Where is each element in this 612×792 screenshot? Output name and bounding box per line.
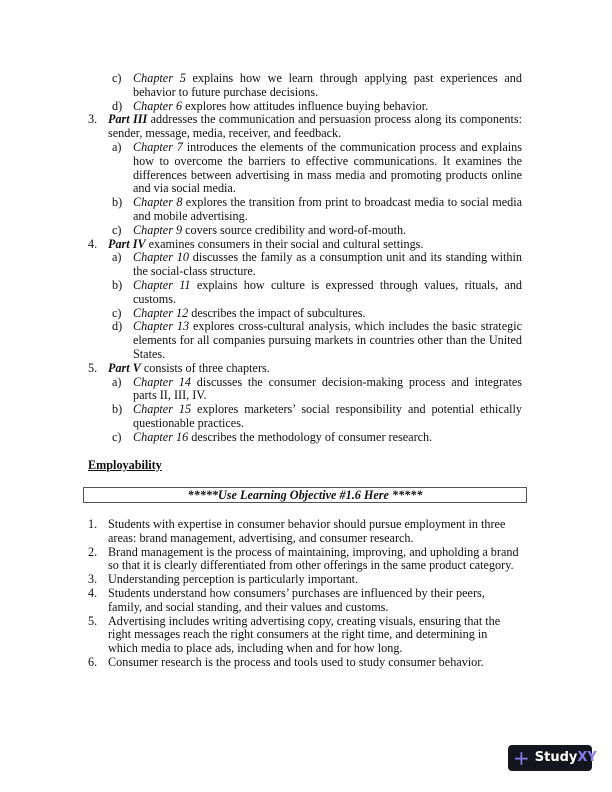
chapter-desc: describes the impact of subcultures. (188, 305, 366, 320)
list-item (88, 546, 520, 574)
part-item (88, 362, 522, 376)
chapter-name: Chapter 11 (133, 277, 191, 292)
part-name: Part V (108, 360, 141, 375)
section-heading-employability: Employability (88, 458, 162, 472)
chapter-name: Chapter 16 (133, 429, 189, 444)
course-outline (88, 72, 522, 445)
chapter-name: Chapter 15 (133, 402, 192, 417)
list-item (88, 587, 520, 615)
item-number: 1. (88, 517, 98, 531)
chapter-item (88, 196, 522, 224)
list-item (88, 573, 520, 587)
list-item (88, 615, 520, 656)
item-number: 5. (88, 360, 98, 375)
chapter-desc: explores marketers’ social responsibility and potential ethically questionable practices. (133, 402, 522, 430)
chapter-name: Chapter 6 (133, 98, 183, 113)
chapter-desc: explains how culture is expressed through values, rituals, and customs. (133, 277, 523, 306)
item-number: 4. (88, 236, 98, 251)
part-item (88, 238, 522, 252)
item-letter: d) (112, 98, 123, 113)
learning-objective-banner: *****Use Learning Objective #1.6 Here ***** (83, 487, 527, 503)
item-letter: c) (112, 71, 122, 85)
item-letter: a) (112, 374, 122, 389)
item-letter: b) (112, 195, 123, 210)
chapter-name: Chapter 5 (133, 71, 186, 85)
chapter-name: Chapter 7 (133, 139, 183, 154)
item-text: Consumer research is the process and tools used to study consumer behavior. (108, 654, 484, 669)
chapter-desc: discusses the consumer decision-making process and integrates parts II, III, IV. (133, 374, 523, 403)
chapter-item (88, 224, 522, 238)
brand-text-xy: XY (577, 750, 597, 766)
chapter-item (88, 431, 522, 445)
item-letter: c) (112, 429, 122, 444)
chapter-name: Chapter 12 (133, 305, 189, 320)
chapter-desc: discusses the family as a consumption unit and its standing within the social-class structure. (133, 250, 522, 279)
chapter-item (88, 279, 522, 307)
chapter-name: Chapter 14 (133, 374, 191, 389)
chapter-item (88, 100, 522, 114)
item-letter: d) (112, 319, 123, 334)
plus-icon: + (513, 746, 530, 770)
item-number: 4. (88, 585, 98, 600)
item-text: Advertising includes writing advertising copy, creating visuals, ensuring that the right messages reach the right consumers at the right time, and determining in which media to place ads, including when and for how long. (108, 613, 501, 656)
studyxy-badge[interactable] (508, 745, 597, 771)
chapter-item (88, 403, 522, 431)
brand-text-study: Study (534, 750, 578, 766)
list-item (88, 656, 520, 670)
chapter-item (88, 251, 522, 279)
chapter-desc: describes the methodology of consumer research. (188, 429, 433, 444)
chapter-desc: covers source credibility and word-of-mouth. (182, 222, 407, 237)
item-letter: c) (112, 305, 122, 320)
item-number: 2. (88, 544, 98, 559)
item-number: 5. (88, 613, 98, 628)
chapter-item (88, 141, 522, 196)
chapter-item (88, 320, 522, 361)
part-desc: addresses the communication and persuasion process along its components: sender, message, media, receiver, and feedback. (108, 112, 522, 141)
item-number: 3. (88, 112, 98, 127)
chapter-desc: explores the transition from print to broadcast media to social media and mobile advertising. (133, 195, 522, 223)
chapter-item (88, 307, 522, 321)
employability-list (88, 518, 520, 670)
item-text: Understanding perception is particularly important. (108, 572, 359, 587)
chapter-name: Chapter 13 (133, 319, 190, 334)
part-name: Part III (108, 112, 148, 127)
item-text: Students understand how consumers’ purchases are influenced by their peers, family, and social standing, and their values and customs. (108, 585, 485, 614)
item-letter: a) (112, 250, 122, 265)
item-number: 3. (88, 572, 98, 587)
item-letter: a) (112, 139, 122, 154)
chapter-name: Chapter 9 (133, 222, 183, 237)
item-letter: b) (112, 277, 123, 292)
chapter-desc: explores cross-cultural analysis, which includes the basic strategic elements for all companies pursuing markets in countries other than the United States. (133, 319, 522, 361)
chapter-name: Chapter 8 (133, 195, 183, 210)
chapter-desc: explores how attitudes influence buying behavior. (182, 98, 429, 113)
chapter-name: Chapter 10 (133, 250, 189, 265)
item-text: Students with expertise in consumer behavior should pursue employment in three areas: brand management, advertising, and consumer research. (108, 517, 506, 545)
chapter-desc: explains how we learn through applying past experiences and behavior to future purchase decisions. (133, 71, 522, 99)
item-number: 6. (88, 654, 98, 669)
chapter-item (88, 376, 522, 404)
part-item (88, 113, 522, 141)
list-item (88, 518, 520, 546)
part-name: Part IV (108, 236, 146, 251)
chapter-item (88, 72, 522, 100)
item-letter: b) (112, 402, 123, 417)
item-text: Brand management is the process of maintaining, improving, and upholding a brand so that it is clearly differentiated from other offerings in the same product category. (108, 544, 519, 573)
part-desc: consists of three chapters. (140, 360, 270, 375)
chapter-desc: introduces the elements of the communication process and explains how to overcome the barriers to effective communications. It examines the differences between advertising in mass media and promoting products online and via social media. (133, 139, 523, 196)
part-desc: examines consumers in their social and cultural settings. (145, 236, 424, 251)
item-letter: c) (112, 222, 122, 237)
